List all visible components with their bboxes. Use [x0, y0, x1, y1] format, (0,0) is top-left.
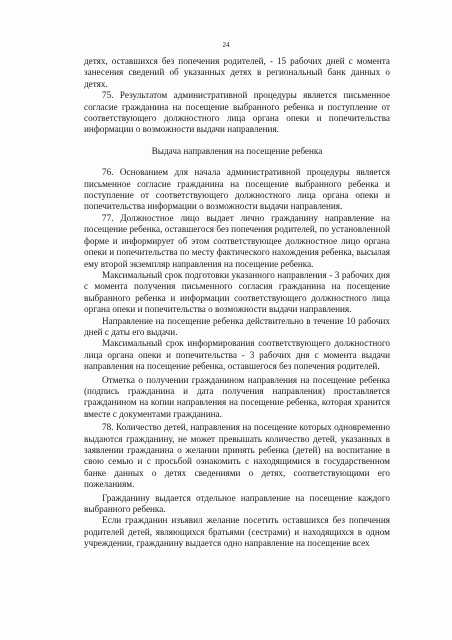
paragraph-77: 77. Должностное лицо выдает лично гражданину направление на посещение ребенка, оставшегося без попечения родителей, по установленной форме и информирует об этом соответствующее должностное лицо органа опеки и попечительства по месту фактического нахождения ребенка, высылая ему второй экземпляр направления на посещение ребенка. — [84, 212, 390, 269]
section-heading: Выдача направления на посещение ребенка — [151, 145, 323, 156]
paragraph-max-term-informing: Максимальный срок информирования соответствующего должностного лица органа опеки и попечительства - 3 рабочих дня с момента выдачи направления на посещение ребенка, оставшегося без попечения родителей. — [84, 338, 390, 372]
page-number: 24 — [222, 41, 230, 49]
paragraph-receipt-mark: Отметка о получении гражданином направления на посещение ребенка (подпись гражданина и дата получения направления) проставляется гражданином на копии направления на посещение ребенка, которая хранится вместе с документами гражданина. — [84, 374, 390, 419]
document-body — [84, 56, 390, 550]
paragraph-validity: Направление на посещение ребенка действительно в течение 10 рабочих дней с даты его выдачи. — [84, 315, 390, 337]
paragraph-74-continuation: детях, оставшихся без попечения родителей, - 15 рабочих дней с момента занесения сведений об указанных детях в региональный банк данных о детях. — [84, 56, 390, 89]
paragraph-max-term-preparation: Максимальный срок подготовки указанного направления - 3 рабочих дня с момента получения письменного согласия гражданина на посещение выбранного ребенка и информации соответствующего должностного лица органа опеки и попечительства о возможности выдачи направления. — [84, 269, 390, 315]
paragraph-76: 76. Основанием для начала административной процедуры является письменное согласие гражданина на посещение выбранного ребенка и поступление от соответствующего должностного лица органа опеки и попечительства информации о возможности выдачи направления. — [84, 167, 390, 212]
paragraph-siblings: Если гражданин изъявил желание посетить оставшихся без попечения родителей детей, являющихся братьями (сестрами) и находящихся в одном учреждении, гражданину выдается одно направление на посещение всех — [84, 515, 390, 549]
paragraph-75: 75. Результатом административной процедуры является письменное согласие гражданина на посещение выбранного ребенка и поступление от соответствующего должностного лица органа опеки и попечительства информации о возможности выдачи направления. — [84, 90, 390, 135]
paragraph-separate-direction: Гражданину выдается отдельное направление на посещение каждого выбранного ребенка. — [84, 492, 390, 515]
paragraph-78: 78. Количество детей, направления на посещение которых одновременно выдаются гражданину, не может превышать количество детей, указанных в заявлении гражданина о желании принять ребенка (детей) на воспитание в свою семью и с просьбой ознакомить с находящимися в государственном банке данных о детях сведениями о детях, соответствующими его пожеланиям. — [84, 422, 390, 490]
